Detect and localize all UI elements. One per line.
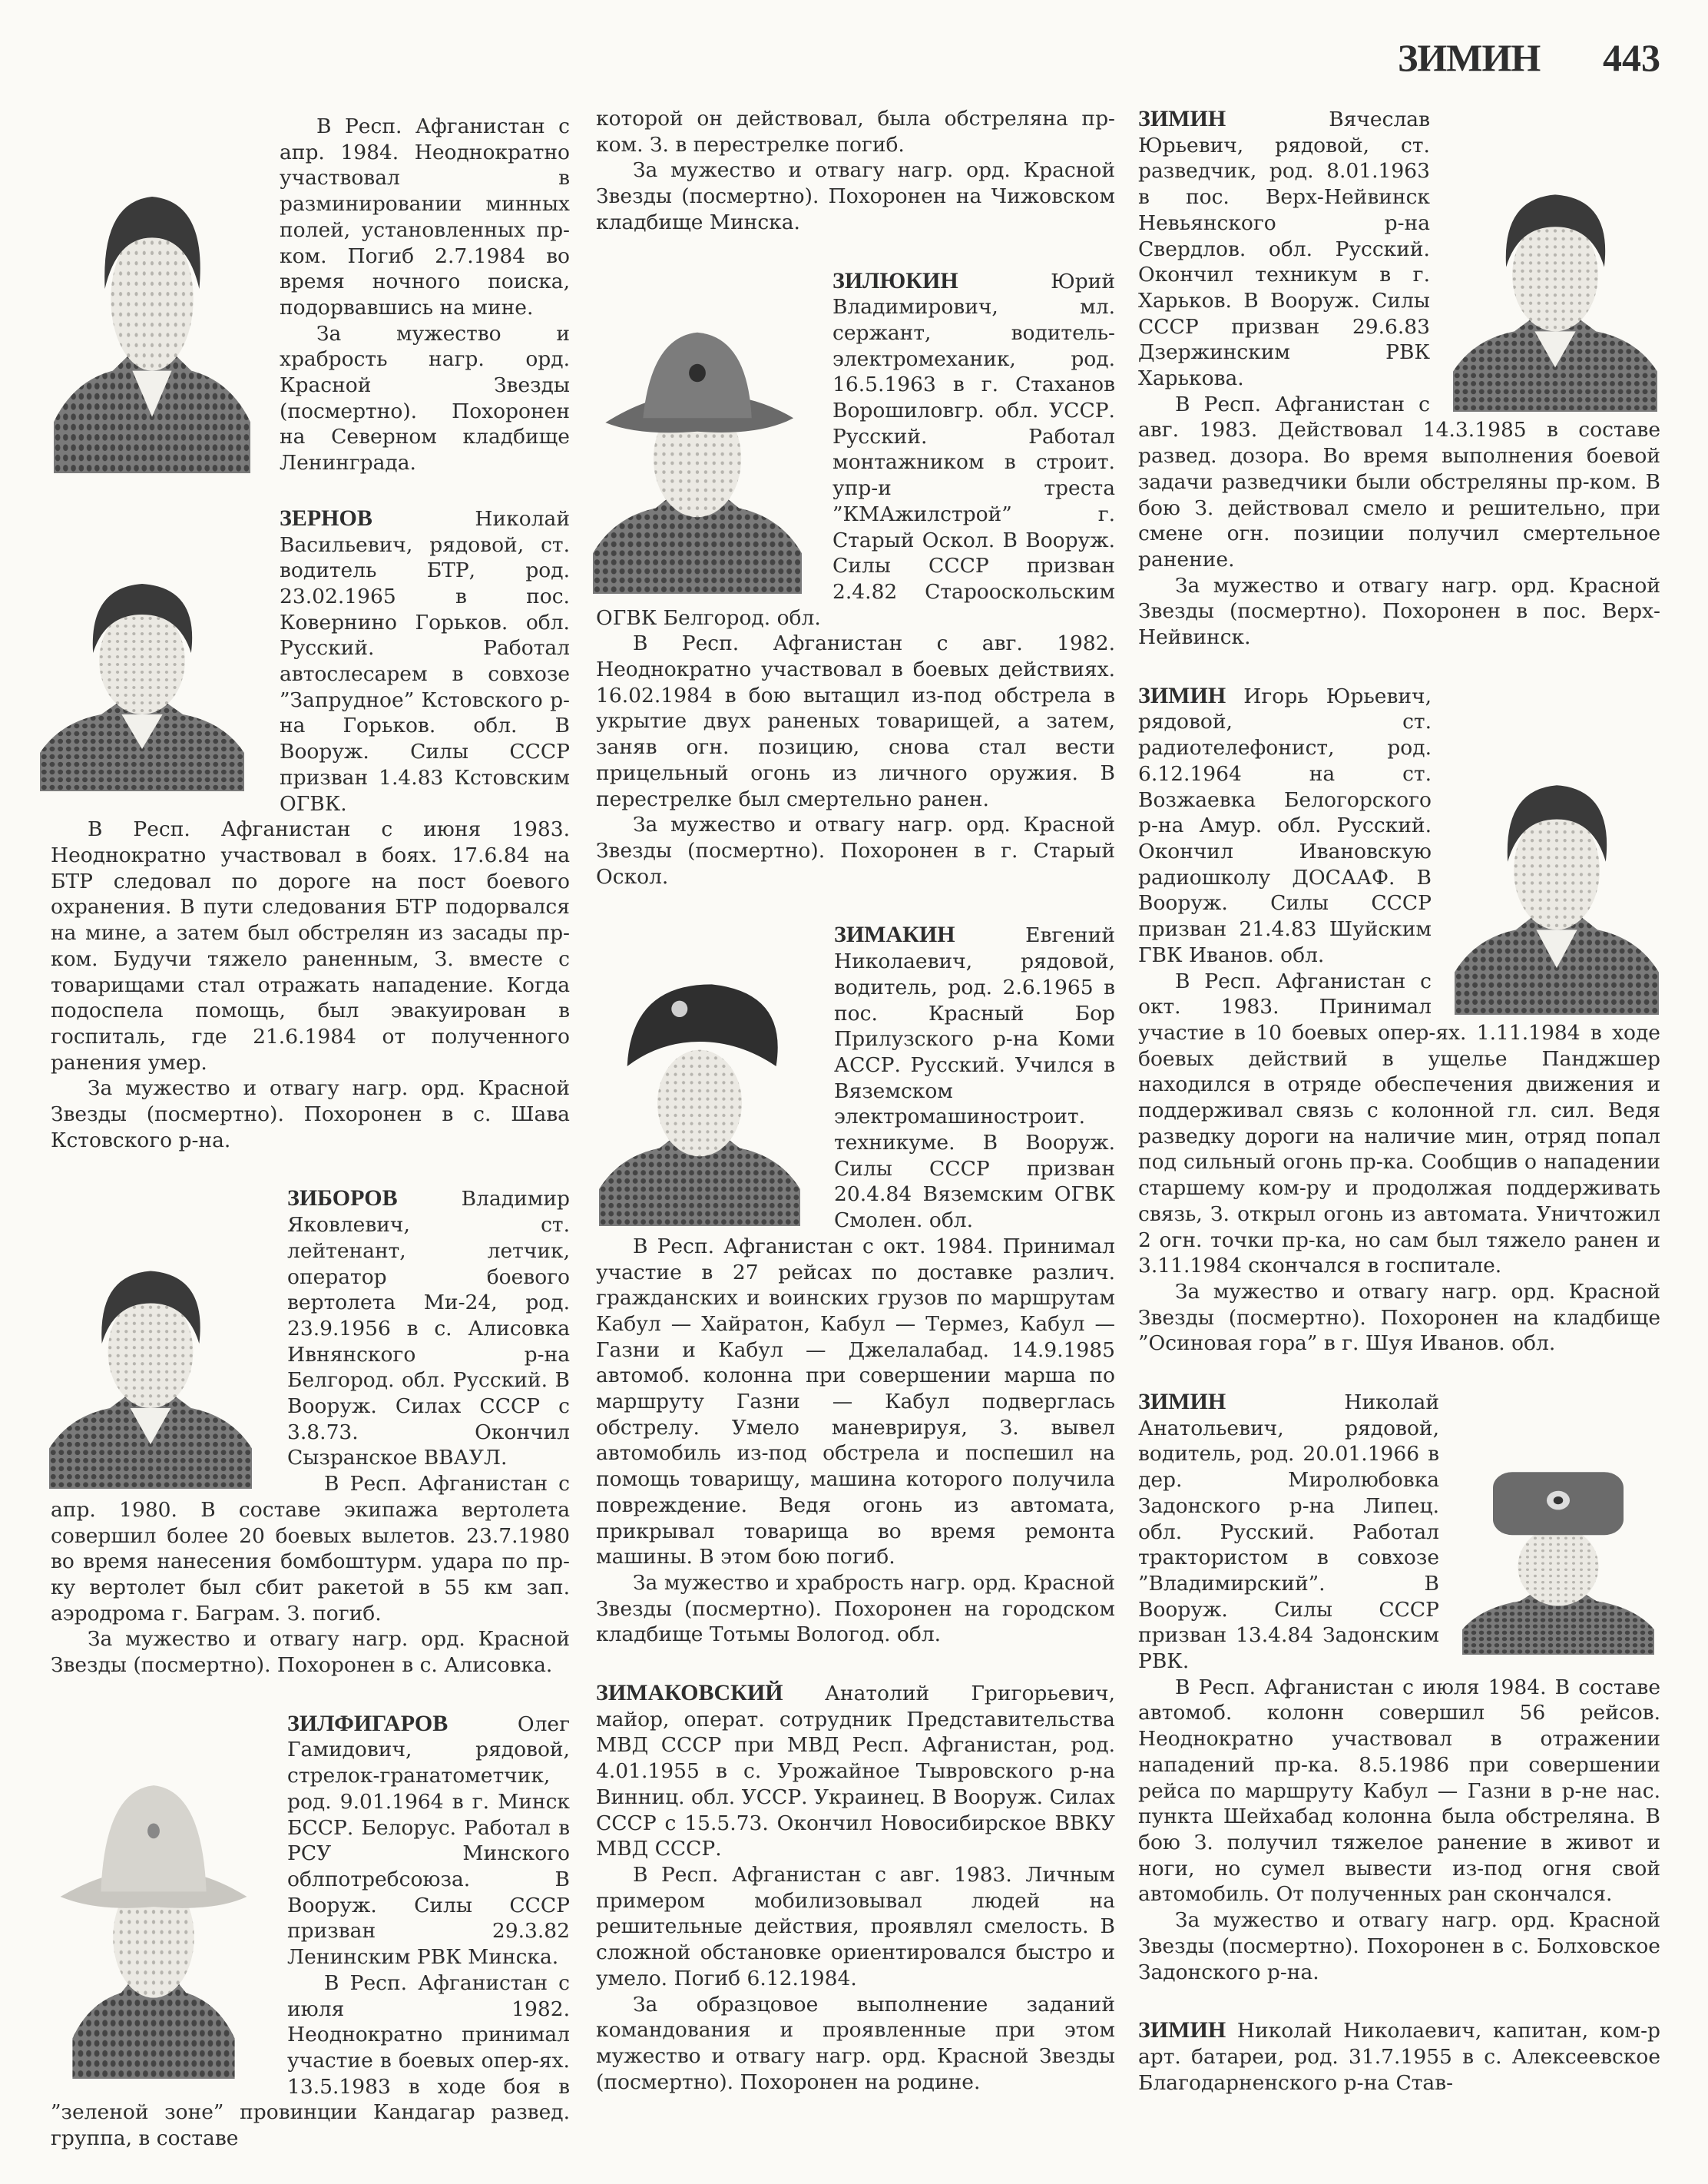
entry-paragraph: В Респ. Афганистан с июля 1984. В составе автомоб. колонн совершил 56 рейсов. Неоднократно участвовал в отражении нападений пр-ка. 8.5.1986 при совершении рейса по маршруту Кабул — Газни в р-не нас. пункта Шейхабад колонна была обстреляна. В бою З. получил тяжелое ранение в живот и ноги, но сумел вывести из-под огня свой автомобиль. От полученных ран скончался. [1138, 1675, 1660, 1907]
entry-zimin-nikolai-a [1138, 1389, 1660, 1985]
entry-zimin-nikolai-n [1138, 2017, 1660, 2096]
entry-paragraph: которой он действовал, была обстреляна пр-ком. З. в перестрелке погиб. [596, 107, 1115, 157]
column-middle [596, 106, 1115, 2127]
entry-paragraph: За мужество и отвагу нагр. орд. Красной Звезды (посмертно). Похоронен в пос. Верх-Нейвинск. [1138, 573, 1660, 650]
entry-paragraph: За мужество и храбрость нагр. орд. Красной Звезды (посмертно). Похоронен на городском кладбище Тотьмы Вологод. обл. [596, 1570, 1115, 1647]
entry-paragraph: За образцовое выполнение заданий командования и проявленные при этом мужество и отвагу нагр. орд. Красной Звезды (посмертно). Похоронен на родине. [596, 1992, 1115, 2094]
entry-zernov [51, 505, 570, 1154]
entry-details: Олег Гамидович, рядовой, стрелок-гранатометчик, род. 9.01.1964 в г. Минск БССР. Белорус. Работал в РСУ Минского облпотребсоюза. В Вооруж. Силы СССР призван 29.3.82 Ленинским РВК Минска. [287, 1712, 570, 1970]
entry-surname: ЗИЛЮКИН [832, 267, 958, 293]
portrait-image [54, 166, 250, 473]
entry-zimin-igor [1138, 683, 1660, 1357]
portrait-image [1462, 1466, 1654, 1655]
entry-paragraph: В Респ. Афганистан с июня 1983. Неоднократно участвовал в боях. 17.6.84 на БТР следовал по дороге на пост боевого охранения. В пути следования БТР подорвался на мине, а затем был обстрелян из засады пр-ком. Будучи тяжело раненным, З. вместе с товарищами стал отражать нападение. Когда подоспела помощь, был эвакуирован в госпиталь, где 21.6.1984 от полученного ранения умер. [51, 817, 570, 1075]
portrait-image [52, 1775, 255, 2079]
entry-details: Николай Николаевич, капитан, ком-р арт. батареи, род. 31.7.1955 в с. Алексеевское Благодарненского р-на Став- [1138, 2019, 1660, 2095]
entry-zimin-vyacheslav [1138, 106, 1660, 651]
entry-surname: ЗИМИН [1138, 1389, 1226, 1415]
entry-paragraph: В Респ. Афганистан с авг. 1983. Личным примером мобилизовывал людей на решительные действия, проявлял смелость. В сложной обстановке ориентировался быстро и умело. Погиб 6.12.1984. [596, 1863, 1115, 1990]
entry-paragraph: В Респ. Афганистан с авг. 1983. Действовал 14.3.1985 в составе развед. дозора. Во время выполнения боевой задачи разведчики были обстреляны пр-ком. В бою З. действовал смело и решительно, при смене огн. позиции получил смертельное ранение. [1138, 392, 1660, 572]
entry-continued-top-left [51, 114, 570, 476]
entry-zimakin [596, 922, 1115, 1648]
entry-heading [1138, 2017, 1660, 2096]
entry-surname: ЗИМИН [1138, 682, 1226, 708]
entry-paragraph: За мужество и отвагу нагр. орд. Красной Звезды (посмертно). Похоронен в с. Алисовка. [51, 1627, 570, 1678]
entry-zilyukin [596, 268, 1115, 890]
portrait-photo [54, 166, 250, 473]
portrait-photo [40, 561, 244, 791]
entry-surname: ЗИМИН [1138, 106, 1226, 131]
portrait-image [593, 323, 802, 594]
portrait-photo [1462, 1466, 1654, 1655]
column-left [51, 114, 570, 2184]
portrait-photo [1455, 760, 1659, 1015]
entry-paragraph: За мужество и отвагу нагр. орд. Красной Звезды (посмертно). Похоронен в г. Старый Оскол. [596, 813, 1115, 889]
entry-ziborov [51, 1185, 570, 1678]
entry-paragraph: В Респ. Афганистан с окт. 1983. Принимал участие в 10 боевых опер-ях. 1.11.1984 в ходе боевых действий в ущелье Панджшер находился в отряде обеспечения движения и поддерживал связь с колонной гл. сил. Ведя разведку дороги на наличие мин, отряд попал под сильный огонь пр-ка. Сообщив о нападении старшему ком-ру и продолжая поддерживать связь, З. открыл огонь из автомата. Уничтожил 2 огн. точки пр-ка, но сам был тяжело ранен и 3.11.1984 скончался в госпитале. [1138, 969, 1660, 1278]
page-number: 443 [1603, 36, 1660, 79]
entry-paragraph: За мужество и отвагу нагр. орд. Красной Звезды (посмертно). Похоронен в с. Шава Кстовского р-на. [51, 1076, 570, 1152]
entry-continued-top-middle [596, 106, 1115, 236]
entry-surname: ЗИМАКИН [834, 922, 955, 948]
entry-surname: ЗИМИН [1138, 2017, 1226, 2043]
entry-surname: ЗИЛФИГАРОВ [287, 1710, 449, 1736]
portrait-photo [52, 1775, 255, 2079]
entry-paragraph: За мужество и храбрость нагр. орд. Красной Звезды (посмертно). Похоронен на Северном кладбище Ленинграда. [280, 321, 570, 476]
portrait-image [599, 980, 800, 1226]
portrait-photo [599, 980, 800, 1226]
entry-details: Николай Анатольевич, рядовой, водитель, род. 20.01.1966 в дер. Миролюбовка Задонского р-на Липец. обл. Русский. Работал трактористом в совхозе ”Владимирский”. В Вооруж. Силы СССР призван 13.4.84 Задонским РВК. [1138, 1390, 1439, 1674]
entry-details: Евгений Николаевич, рядовой, водитель, род. 2.6.1965 в пос. Красный Бор Прилузского р-на Коми АССР. Русский. Учился в Вяземском электромашиностроит. техникуме. В Вооруж. Силы СССР призван 20.4.84 Вяземским ОГВК Смолен. обл. [834, 923, 1115, 1233]
entry-paragraph: В Респ. Афганистан с окт. 1984. Принимал участие в 27 рейсах по доставке различ. гражданских и воинских грузов по маршрутам Кабул — Хайратон, Кабул — Термез, Кабул — Газни и Кабул — Джелалабад. 14.9.1985 автомоб. колонна при совершении марша по маршруту Газни — Кабул подверглась обстрелу. Умело маневрируя, З. вывел автомобиль из-под обстрела и поспешил на помощь товарищу, машина которого получила повреждение. Ведя огонь из автомата, прикрывал товарища во время ремонта машины. В этом бою погиб. [596, 1234, 1115, 1569]
portrait-photo [49, 1247, 252, 1489]
portrait-image [1453, 171, 1657, 412]
entry-details: Вячеслав Юрьевич, рядовой, ст. разведчик, род. 8.01.1963 в пос. Верх-Нейвинск Невьянского р-на Свердлов. обл. Русский. Окончил техникум в г. Харьков. В Вооруж. Силы СССР призван 29.6.83 Дзержинским РВК Харькова. [1138, 108, 1430, 391]
entry-paragraph: За мужество и отвагу нагр. орд. Красной Звезды (посмертно). Похоронен на Чижовском кладбище Минска. [596, 158, 1115, 234]
running-head-word: ЗИМИН [1398, 36, 1541, 79]
entry-surname: ЗЕРНОВ [280, 505, 372, 531]
entry-details: Юрий Владимирович, мл. сержант, водитель-электромеханик, род. 16.5.1963 в г. Стаханов Ворошиловгр. обл. УССР. Русский. Работал монтажником в строит. упр-и треста ”КМАжилстрой” г. Старый Оскол. В Вооруж. Силы СССР призван 2.4.82 Старооскольским ОГВК Белгород. обл. [596, 269, 1115, 630]
entry-surname: ЗИМАКОВСКИЙ [596, 1680, 783, 1706]
column-right [1138, 106, 1660, 2128]
portrait-photo [593, 323, 802, 594]
entry-zilfigarov [51, 1711, 570, 2152]
entry-paragraph: В Респ. Афганистан с апр. 1984. Неоднократно участвовал в разминировании минных полей, установленных пр-ком. Погиб 2.7.1984 во время ночного поиска, подорвавшись на мине. [280, 114, 570, 320]
portrait-photo [1453, 171, 1657, 412]
portrait-image [1455, 760, 1659, 1015]
entry-paragraph: За мужество и отвагу нагр. орд. Красной Звезды (посмертно). Похоронен на кладбище ”Осиновая гора” в г. Шуя Иванов. обл. [1138, 1279, 1660, 1356]
entry-details: Владимир Яковлевич, ст. лейтенант, летчик, оператор боевого вертолета Ми-24, род. 23.9.1956 в с. Алисовка Ивнянского р-на Белгород. обл. Русский. В Вооруж. Силах СССР с 3.8.73. Окончил Сызранское ВВАУЛ. [287, 1187, 570, 1470]
entry-paragraph: В Респ. Афганистан с апр. 1980. В составе экипажа вертолета совершил более 20 боевых вылетов. 23.7.1980 во время нанесения бомбоштурм. удара по пр-ку вертолет был сбит ракетой в 55 км зап. аэродрома г. Баграм. З. погиб. [51, 1472, 570, 1626]
entry-paragraph: За мужество и отвагу нагр. орд. Красной Звезды (посмертно). Похоронен в с. Болховское Задонского р-на. [1138, 1908, 1660, 1984]
entry-heading [596, 1680, 1115, 1862]
entry-paragraph: В Респ. Афганистан с авг. 1982. Неоднократно участвовал в боевых действиях. 16.02.1984 в бою вытащил из-под обстрела в укрытие двух раненых товарищей, а затем, заняв огн. позицию, снова стал вести прицельный огонь из личного оружия. В перестрелке был смертельно ранен. [596, 631, 1115, 811]
entry-details: Анатолий Григорьевич, майор, операт. сотрудник Представительства МВД СССР при МВД Респ. Афганистан, род. 4.01.1955 в с. Урожайное Тывровского р-на Винниц. обл. УССР. Украинец. В Вооруж. Силах СССР с 15.5.73. Окончил Новосибирское ВВКУ МВД СССР. [596, 1682, 1115, 1861]
running-header [1375, 35, 1663, 81]
entry-details: Николай Васильевич, рядовой, ст. водитель БТР, род. 23.02.1965 в пос. Ковернино Горьков. обл. Русский. Работал автослесарем в совхозе ”Запрудное” Кстовского р-на Горьков. обл. В Вооруж. Силы СССР призван 1.4.83 Кстовским ОГВК. [280, 506, 570, 816]
entry-surname: ЗИБОРОВ [287, 1185, 398, 1211]
portrait-image [49, 1247, 252, 1489]
entry-zimakovsky [596, 1680, 1115, 2095]
entry-details: Игорь Юрьевич, рядовой, ст. радиотелефонист, род. 6.12.1964 на ст. Возжаевка Белогорского р-на Амур. обл. Русский. Окончил Ивановскую радиошколу ДОСААФ. В Вооруж. Силы СССР призван 21.4.83 Шуйским ГВК Иванов. обл. [1138, 684, 1432, 967]
portrait-image [40, 561, 244, 791]
entry-paragraph: В Респ. Афганистан с июля 1982. Неоднократно принимал участие в боевых опер-ях. 13.5.1983 в ходе боя в ”зеленой зоне” провинции Кандагар развед. группа, в составе [51, 1970, 570, 2151]
